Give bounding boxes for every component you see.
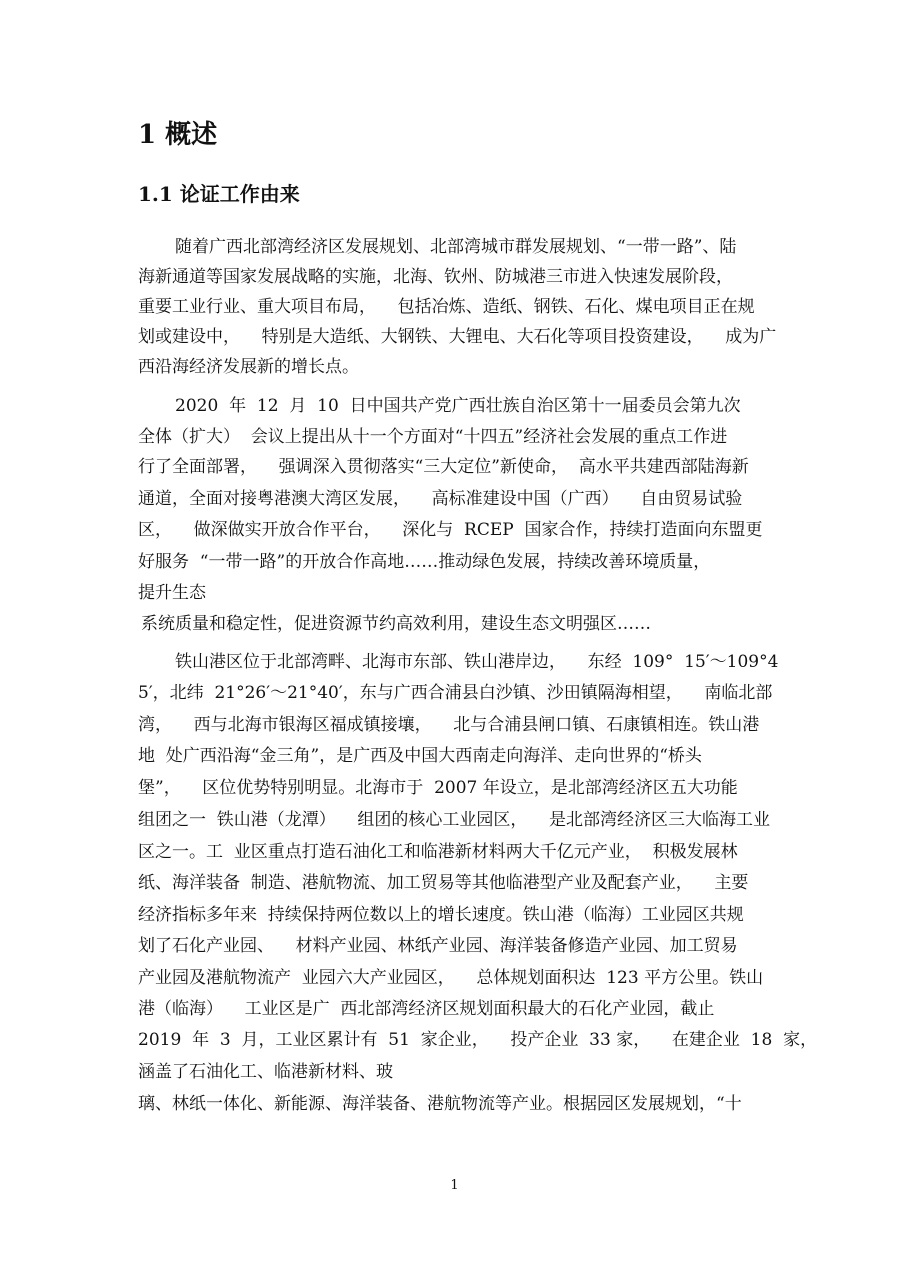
paragraph-3-line-14: 涵盖了石油化工、临港新材料、玻 [138,1062,393,1082]
paragraph-2-line-6: 好服务 “一带一路”的开放合作高地……推动绿色发展，持续改善环境质量， [138,552,711,572]
paragraph-3-line-3: 湾， 西与北海市银海区福成镇接壤， 北与合浦县闸口镇、石康镇相连。铁山港 [138,715,760,735]
paragraph-2-line-1: 2020 年 12 月 10 日中国共产党广西壮族自治区第十一届委员会第九次 [175,396,741,416]
paragraph-3-line-13: 2019 年 3 月，工业区累计有 51 家企业， 投产企业 33 家， 在建企业 18 家， [138,1030,818,1050]
paragraph-3-line-9: 经济指标多年来 持续保持两位数以上的增长速度。铁山港（临海）工业园区共规 [138,905,744,925]
paragraph-2-line-7: 提升生态 [138,583,206,603]
chapter-heading: 1 概述 [138,120,218,150]
paragraph-3-line-6: 组团之一 铁山港（龙潭） 组团的核心工业园区， 是北部湾经济区三大临海工业 [138,810,771,830]
paragraph-2-line-4: 通道，全面对接粤港澳大湾区发展， 高标准建设中国（广西） 自由贸易试验 [138,489,743,509]
paragraph-3-line-8: 纸、海洋装备 制造、港航物流、加工贸易等其他临港型产业及配套产业， 主要 [138,873,749,893]
paragraph-1-line-2: 海新通道等国家发展战略的实施，北海、钦州、防城港三市进入快速发展阶段， [138,267,733,287]
paragraph-3-line-11: 产业园及港航物流产 业园六大产业园区， 总体规划面积达 123 平方公里。铁山 [138,968,764,988]
paragraph-2-line-8: 系统质量和稳定性，促进资源节约高效利用，建设生态文明强区…… [141,614,651,634]
section-heading: 1.1 论证工作由来 [138,182,300,206]
paragraph-3-line-4: 地 处广西沿海“金三角”，是广西及中国大西南走向海洋、走向世界的“桥头 [138,746,702,766]
paragraph-3-line-12: 港（临海） 工业区是广 西北部湾经济区规划面积最大的石化产业园，截止 [138,999,715,1019]
paragraph-3-line-1: 铁山港区位于北部湾畔、北海市东部、铁山港岸边， 东经 109° 15′～109°4 [175,652,779,672]
paragraph-3-line-2: 5′，北纬 21°26′～21°40′，东与广西合浦县白沙镇、沙田镇隔海相望， 南临北部 [138,683,773,703]
paragraph-3-line-5: 堡”， 区位优势特别明显。北海市于 2007 年设立，是北部湾经济区五大功能 [138,778,738,798]
paragraph-1-line-5: 西沿海经济发展新的增长点。 [138,357,359,377]
paragraph-3-line-10: 划了石化产业园、 材料产业园、林纸产业园、海洋装备修造产业园、加工贸易 [138,936,738,956]
paragraph-2-line-2: 全体（扩大） 会议上提出从十一个方面对“十四五”经济社会发展的重点工作进 [138,427,728,447]
paragraph-2-line-5: 区， 做深做实开放合作平台， 深化与 RCEP 国家合作，持续打造面向东盟更 [138,520,763,540]
paragraph-2-line-3: 行了全面部署， 强调深入贯彻落实“三大定位”新使命， 高水平共建西部陆海新 [138,457,749,477]
paragraph-1-line-1: 随着广西北部湾经济区发展规划、北部湾城市群发展规划、“一带一路”、陆 [175,237,737,257]
paragraph-3-line-7: 区之一。工 业区重点打造石油化工和临港新材料两大千亿元产业， 积极发展林 [138,842,738,862]
paragraph-1-line-4: 划或建设中， 特别是大造纸、大钢铁、大锂电、大石化等项目投资建设， 成为广 [138,327,777,347]
paragraph-3-line-15: 璃、林纸一体化、新能源、海洋装备、港航物流等产业。根据园区发展规划，“十 [138,1094,742,1114]
paragraph-1-line-3: 重要工业行业、重大项目布局， 包括冶炼、造纸、钢铁、石化、煤电项目正在规 [138,297,755,317]
page-number: 1 [450,1178,459,1193]
